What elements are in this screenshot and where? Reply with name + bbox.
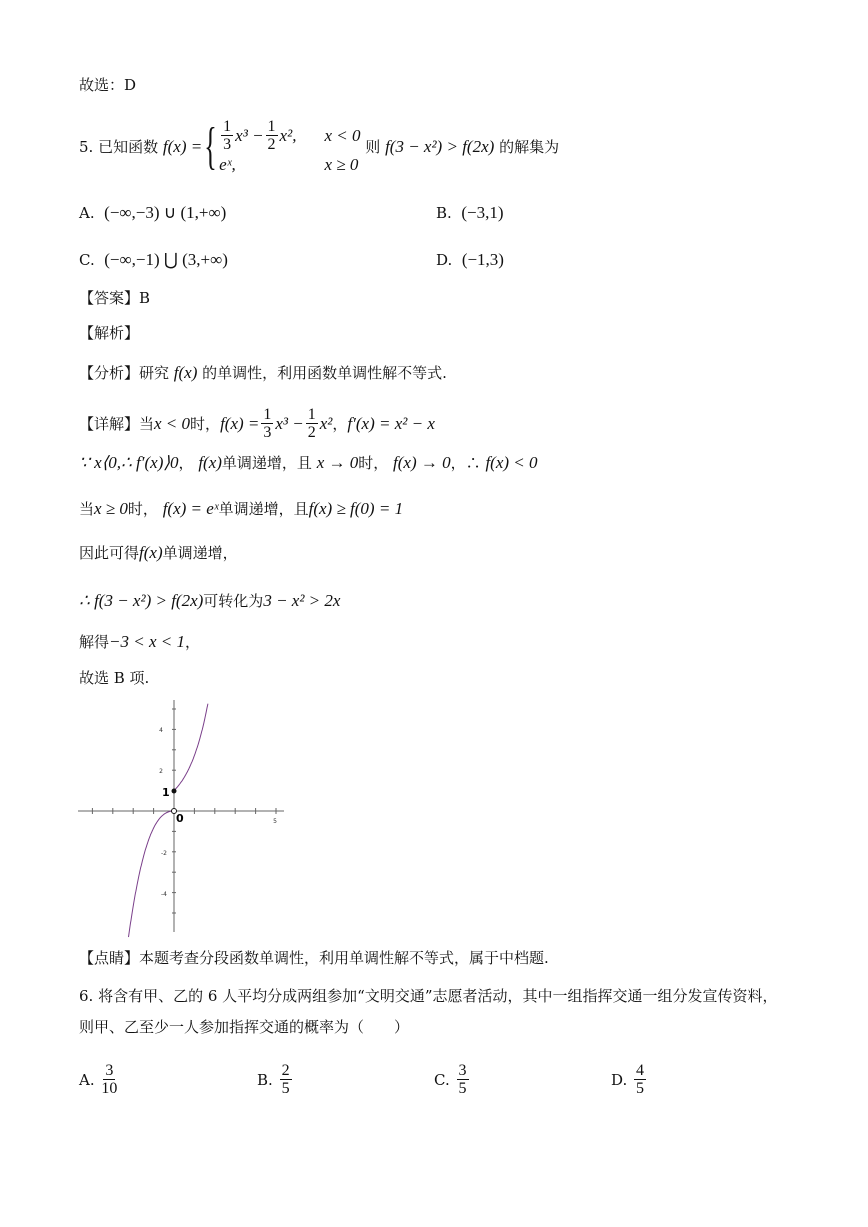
x-tick-label: 5	[273, 818, 277, 825]
function-graph	[70, 690, 300, 940]
option-label: D.	[436, 251, 453, 269]
question-5-stem	[79, 118, 559, 175]
option-label: A.	[79, 1070, 95, 1089]
stem-text: 已知函数	[98, 137, 159, 156]
frac-num: 3	[458, 1062, 467, 1079]
frac-den: 5	[281, 1080, 290, 1097]
q6-option-a	[79, 1062, 119, 1097]
text: 当	[79, 500, 95, 518]
math: x³ −	[275, 413, 304, 433]
previous-answer: 故选：D	[79, 76, 137, 94]
text: 因此可得	[79, 544, 140, 562]
option-label: C.	[79, 251, 95, 269]
origin-label: 0	[176, 812, 184, 825]
text: 时，	[358, 454, 389, 472]
math: f(x)	[139, 543, 163, 562]
frac-den: 3	[223, 136, 232, 153]
stem-text: 的解集为	[499, 137, 560, 156]
math: f(x) ≥ f(0) = 1	[308, 499, 404, 518]
point-label: 1	[162, 786, 170, 799]
math: x²	[319, 413, 333, 433]
q6-option-b	[257, 1062, 294, 1097]
text: 单调递增，且	[221, 454, 312, 472]
question-number: 5.	[79, 137, 94, 156]
stem-text: 则	[365, 137, 381, 156]
frac-num: 1	[223, 118, 232, 135]
math: x < 0	[154, 413, 191, 433]
math: f(x) < 0	[485, 453, 538, 472]
open-point	[172, 809, 177, 814]
option-a	[79, 203, 226, 223]
math: f(x) → 0	[393, 453, 451, 472]
frac-num: 1	[267, 118, 276, 135]
math: f(x)	[198, 453, 222, 472]
text: 单调递增，且	[218, 500, 309, 518]
text: 单调递增，	[162, 544, 238, 562]
y-tick-label: 4	[159, 727, 163, 734]
piecewise-cases	[219, 118, 360, 175]
math: x ≥ 0	[94, 499, 128, 518]
detail-line-1	[79, 406, 435, 441]
text: 时，	[127, 500, 158, 518]
case-2-condition: x ≥ 0	[324, 155, 359, 174]
math: ∵ x⟨0,∴ f′(x)⟩0	[79, 453, 179, 472]
frac-num: 4	[636, 1062, 645, 1079]
analysis-summary	[79, 363, 447, 383]
q6-option-d	[611, 1062, 648, 1097]
text: 【详解】当	[79, 414, 155, 433]
frac-den: 5	[636, 1080, 645, 1097]
text: ，	[184, 633, 200, 651]
text: 时，	[190, 414, 221, 433]
case-1-condition: x < 0	[324, 125, 361, 145]
text: 可转化为	[203, 592, 264, 610]
frac-den: 2	[267, 136, 276, 153]
detail-line-4	[79, 543, 238, 563]
frac-num: 2	[281, 1062, 290, 1079]
frac-den: 10	[101, 1080, 118, 1097]
option-value: (−∞,−3) ∪ (1,+∞)	[104, 203, 227, 222]
closed-point	[172, 789, 177, 794]
option-label: D.	[611, 1070, 628, 1089]
text: 解得	[79, 633, 110, 651]
option-d	[436, 250, 504, 270]
curve-negative-branch	[129, 811, 174, 937]
y-tick-label: -4	[161, 891, 167, 898]
detail-line-7: 故选 B 项.	[79, 669, 150, 687]
y-tick-label: 2	[159, 768, 163, 775]
math: 3 − x² > 2x	[263, 591, 341, 610]
question-6-line-1: 6. 将含有甲、乙的 6 人平均分成两组参加“文明交通”志愿者活动，其中一组指挥交通一组分发宣传资料，	[79, 987, 778, 1005]
frac-den: 3	[263, 424, 272, 441]
frac-den: 5	[458, 1080, 467, 1097]
math: f(x) = eˣ	[162, 499, 219, 518]
curve-positive-branch	[174, 704, 208, 791]
question-6-line-2: 则甲、乙至少一人参加指挥交通的概率为（ ）	[79, 1018, 410, 1036]
option-b	[436, 203, 504, 223]
option-label: B.	[257, 1070, 273, 1089]
math: f(x)	[173, 363, 198, 382]
option-label: B.	[436, 204, 452, 222]
math: −3 < x < 1	[109, 632, 185, 651]
detail-line-3	[79, 499, 403, 519]
option-c	[79, 250, 228, 270]
option-label: A.	[79, 204, 95, 222]
option-value: (−3,1)	[461, 203, 504, 222]
text: ，	[178, 454, 194, 472]
analysis-heading: 【解析】	[79, 324, 140, 342]
case-2-expr: eˣ,	[219, 155, 236, 174]
text: 的单调性，利用函数单调性解不等式.	[202, 364, 447, 382]
detail-line-6	[79, 632, 200, 652]
detail-line-5	[79, 591, 340, 611]
option-label: C.	[434, 1070, 450, 1089]
frac-num: 1	[263, 406, 272, 423]
math: f′(x) = x² − x	[347, 413, 435, 433]
frac-num: 3	[105, 1062, 114, 1079]
inequality: f(3 − x²) > f(2x)	[385, 136, 495, 156]
option-value: (−∞,−1) ⋃ (3,+∞)	[104, 250, 228, 269]
frac-num: 1	[307, 406, 316, 423]
text: 【分析】研究	[79, 364, 170, 382]
text: ，	[332, 414, 348, 433]
text: ，∴	[450, 454, 481, 472]
frac-den: 2	[307, 424, 316, 441]
cases-brace: {	[204, 117, 217, 175]
term: x³ −	[235, 125, 264, 145]
y-tick-label: -2	[161, 850, 167, 857]
comment: 【点睛】本题考查分段函数单调性，利用单调性解不等式，属于中档题.	[79, 949, 549, 967]
function-name: f(x) =	[162, 136, 203, 156]
math: f(x) =	[220, 413, 260, 433]
q6-option-c	[434, 1062, 471, 1097]
math: x → 0	[316, 453, 359, 472]
case-1-expr	[219, 118, 296, 153]
math: ∴ f(3 − x²) > f(2x)	[79, 591, 204, 610]
detail-line-2	[79, 453, 538, 473]
term: x²,	[279, 125, 297, 145]
answer: 【答案】B	[79, 289, 151, 307]
option-value: (−1,3)	[461, 250, 504, 269]
